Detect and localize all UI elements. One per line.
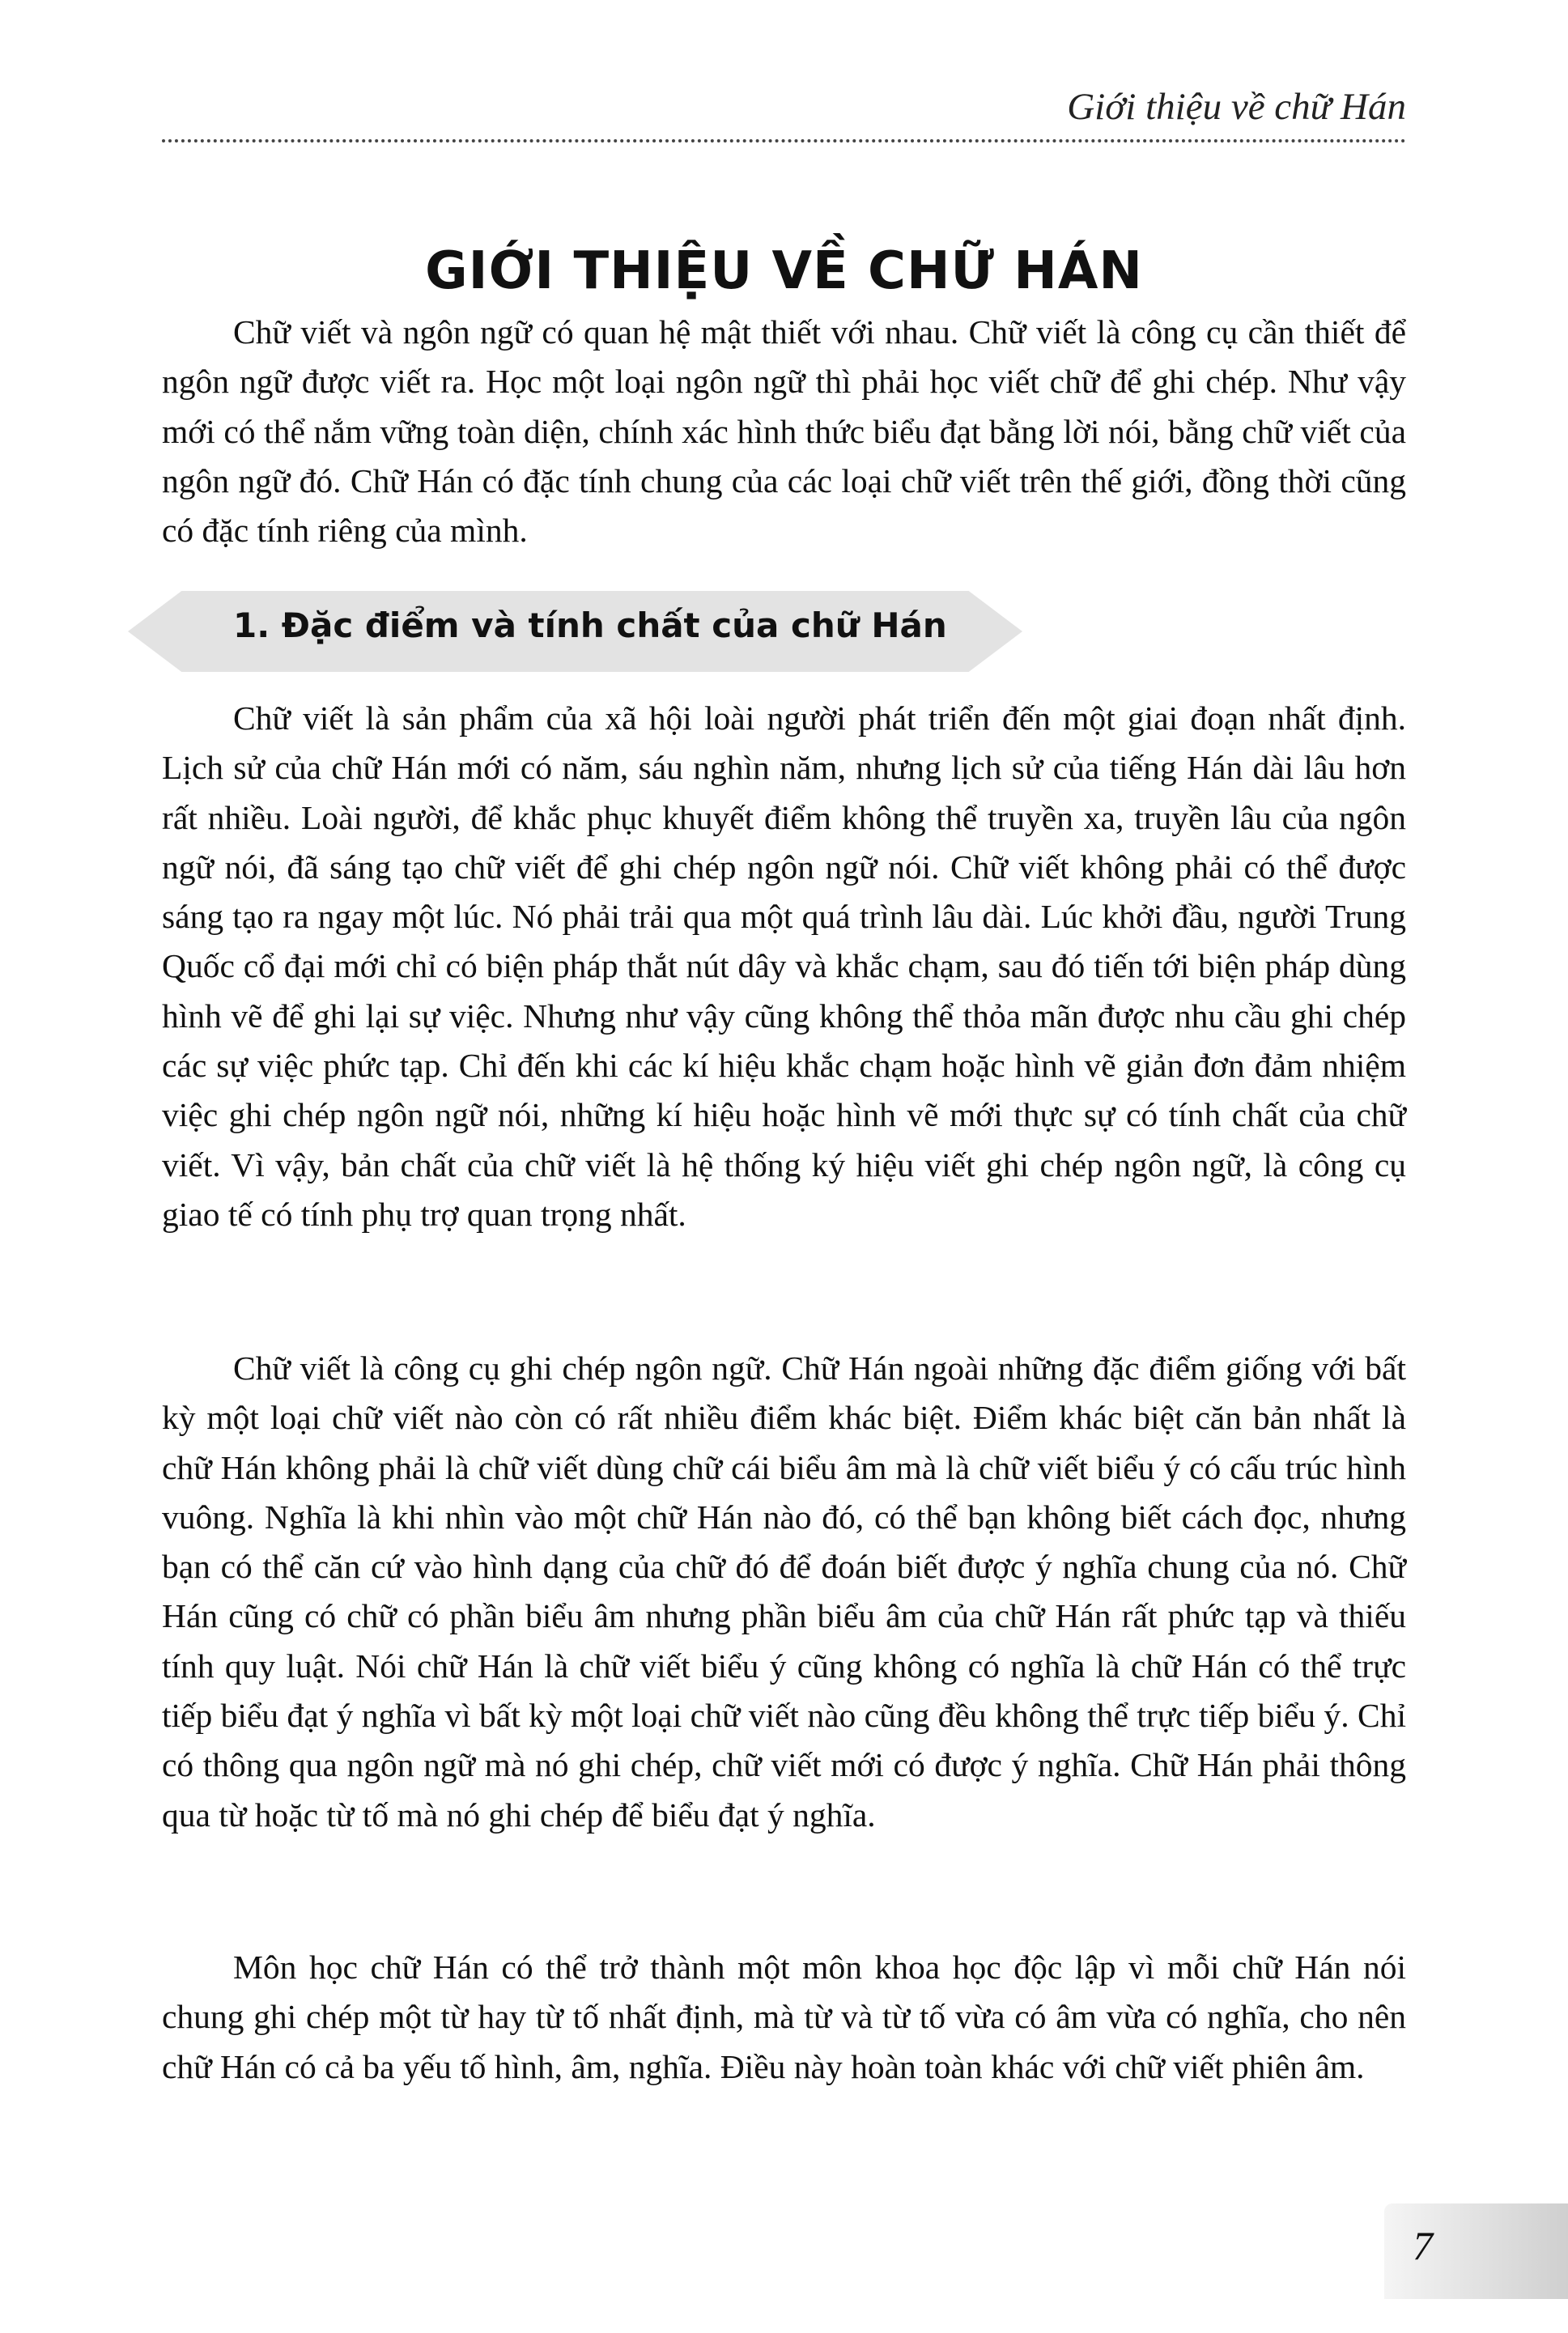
header-dotted-rule	[162, 139, 1406, 142]
page-number: 7	[1413, 2223, 1433, 2268]
section-heading: 1. Đặc điểm và tính chất của chữ Hán	[233, 606, 947, 645]
body-paragraph: Chữ viết là công cụ ghi chép ngôn ngữ. Chữ Hán ngoài những đặc điểm giống với bất kỳ một loại chữ viết nào còn có rất nhiều điểm khác biệt. Điểm khác biệt căn bản nhất là chữ Hán không phải là chữ viết dùng chữ cái biểu âm mà là chữ viết biểu ý có cấu trúc hình vuông. Nghĩa là khi nhìn vào một chữ Hán nào đó, có thể bạn không biết cách đọc, nhưng bạn có thể căn cứ vào hình dạng của chữ đó để đoán biết được ý nghĩa chung của nó. Chữ Hán cũng có chữ có phần biểu âm nhưng phần biểu âm của chữ Hán rất phức tạp và thiếu tính quy luật. Nói chữ Hán là chữ viết biểu ý cũng không có nghĩa là chữ Hán có thể trực tiếp biểu đạt ý nghĩa vì bất kỳ một loại chữ viết nào cũng đều không thể trực tiếp biểu ý. Chỉ có thông qua ngôn ngữ mà nó ghi chép, chữ viết mới có được ý nghĩa. Chữ Hán phải thông qua từ hoặc từ tố mà nó ghi chép để biểu đạt ý nghĩa.	[162, 1349, 1406, 1834]
page-title: GIỚI THIỆU VỀ CHỮ HÁN	[425, 240, 1143, 301]
intro-paragraph: Chữ viết và ngôn ngữ có quan hệ mật thiết với nhau. Chữ viết là công cụ cần thiết để ngôn ngữ được viết ra. Học một loại ngôn ngữ thì phải học viết chữ để ghi chép. Như vậy mới có thể nắm vững toàn diện, chính xác hình thức biểu đạt bằng lời nói, bằng chữ viết của ngôn ngữ đó. Chữ Hán có đặc tính chung của các loại chữ viết trên thế giới, đồng thời cũng có đặc tính riêng của mình.	[162, 313, 1406, 550]
body-paragraph: Môn học chữ Hán có thể trở thành một môn khoa học độc lập vì mỗi chữ Hán nói chung ghi chép một từ hay từ tố nhất định, mà từ và từ tố vừa có âm vừa có nghĩa, cho nên chữ Hán có cả ba yếu tố hình, âm, nghĩa. Điều này hoàn toàn khác với chữ viết phiên âm.	[162, 1948, 1406, 2085]
running-head: Giới thiệu về chữ Hán	[1067, 86, 1406, 128]
body-paragraph: Chữ viết là sản phẩm của xã hội loài người phát triển đến một giai đoạn nhất định. Lịch sử của chữ Hán mới có năm, sáu nghìn năm, nhưng lịch sử của tiếng Hán dài lâu hơn rất nhiều. Loài người, để khắc phục khuyết điểm không thể truyền xa, truyền lâu của ngôn ngữ nói, đã sáng tạo chữ viết để ghi chép ngôn ngữ nói. Chữ viết không phải có thể được sáng tạo ra ngay một lúc. Nó phải trải qua một quá trình lâu dài. Lúc khởi đầu, người Trung Quốc cổ đại mới chỉ có biện pháp thắt nút dây và khắc chạm, sau đó tiến tới biện pháp dùng hình vẽ để ghi lại sự việc. Nhưng như vậy cũng không thể thỏa mãn được nhu cầu ghi chép các sự việc phức tạp. Chỉ đến khi các kí hiệu khắc chạm hoặc hình vẽ giản đơn đảm nhiệm việc ghi chép ngôn ngữ nói, những kí hiệu hoặc hình vẽ mới thực sự có tính chất của chữ viết. Vì vậy, bản chất của chữ viết là hệ thống ký hiệu viết ghi chép ngôn ngữ, là công cụ giao tế có tính phụ trợ quan trọng nhất.	[162, 699, 1406, 1233]
